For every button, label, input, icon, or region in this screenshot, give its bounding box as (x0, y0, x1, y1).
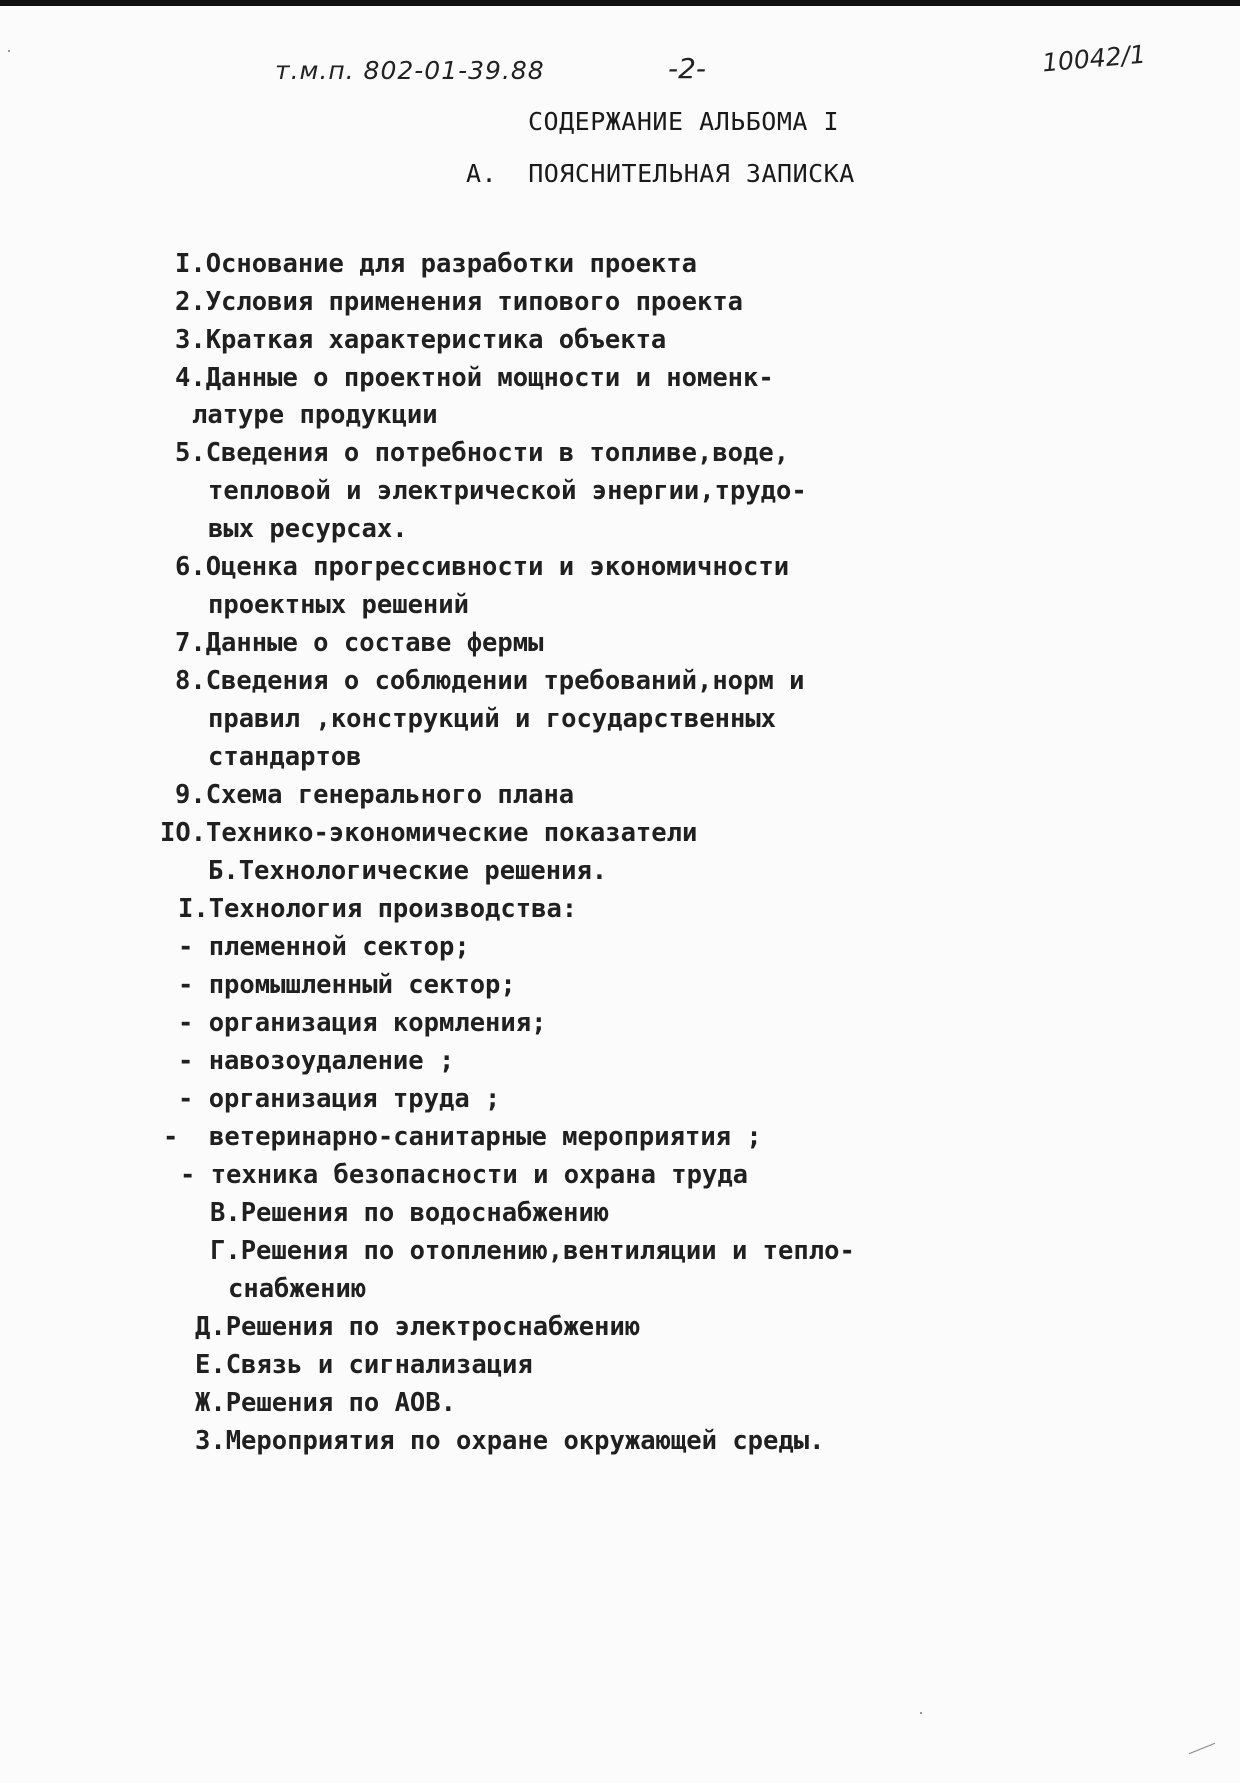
toc-line: проектных решений (208, 590, 469, 620)
toc-line: Д.Решения по электроснабжению (195, 1312, 641, 1342)
top-border-rule (0, 0, 1240, 6)
toc-line: вых ресурсах. (208, 514, 408, 544)
toc-line: I.Основание для разработки проекта (175, 249, 697, 279)
toc-line: - племенной сектор; (178, 932, 470, 962)
toc-line: Ж.Решения по АОВ. (195, 1388, 456, 1418)
toc-line: 2.Условия применения типового проекта (175, 287, 744, 317)
toc-line: 7.Данные о составе фермы (175, 628, 544, 658)
toc-line: 8.Сведения о соблюдении требований,норм и (175, 666, 805, 696)
toc-line: IO.Технико-экономические показатели (160, 818, 698, 848)
toc-line: тепловой и электрической энергии,трудо- (208, 476, 807, 506)
toc-line: - навозоудаление ; (178, 1046, 455, 1076)
toc-line: - организация труда ; (178, 1084, 501, 1114)
page-number: -2- (668, 52, 707, 85)
album-title: СОДЕРЖАНИЕ АЛЬБОМА I (528, 107, 840, 136)
toc-line: правил ,конструкций и государственных (208, 704, 777, 734)
scan-speck (8, 50, 10, 52)
scan-pencil-mark (1189, 1743, 1215, 1754)
toc-line: 9.Схема генерального плана (175, 780, 575, 810)
toc-line: - ветеринарно-санитарные мероприятия ; (163, 1122, 762, 1152)
toc-line: I.Технология производства: (178, 894, 578, 924)
toc-line: В.Решения по водоснабжению (210, 1198, 610, 1228)
toc-line: З.Мероприятия по охране окружающей среды. (195, 1426, 825, 1456)
toc-line: Е.Связь и сигнализация (195, 1350, 533, 1380)
toc-line: 6.Оценка прогрессивности и экономичности (175, 552, 790, 582)
toc-line: 3.Краткая характеристика объекта (175, 325, 667, 355)
document-code: т.м.п. 802-01-39.88 (275, 56, 545, 85)
toc-line: Б.Технологические решения. (208, 856, 608, 886)
toc-line: - техника безопасности и охрана труда (180, 1160, 749, 1190)
scan-speck (920, 1712, 922, 1714)
toc-line: 4.Данные о проектной мощности и номенк- (175, 363, 774, 393)
inventory-number: 10042/1 (1040, 39, 1147, 78)
toc-line: 5.Сведения о потребности в топливе,воде, (175, 438, 790, 468)
toc-line: - организация кормления; (178, 1008, 547, 1038)
section-a-title: А. ПОЯСНИТЕЛЬНАЯ ЗАПИСКА (466, 159, 855, 188)
toc-line: - промышленный сектор; (178, 970, 516, 1000)
toc-line: снабжению (228, 1274, 367, 1304)
toc-line: латуре продукции (192, 400, 438, 430)
toc-line: стандартов (208, 742, 362, 772)
toc-line: Г.Решения по отоплению,вентиляции и тепло- (210, 1236, 855, 1266)
